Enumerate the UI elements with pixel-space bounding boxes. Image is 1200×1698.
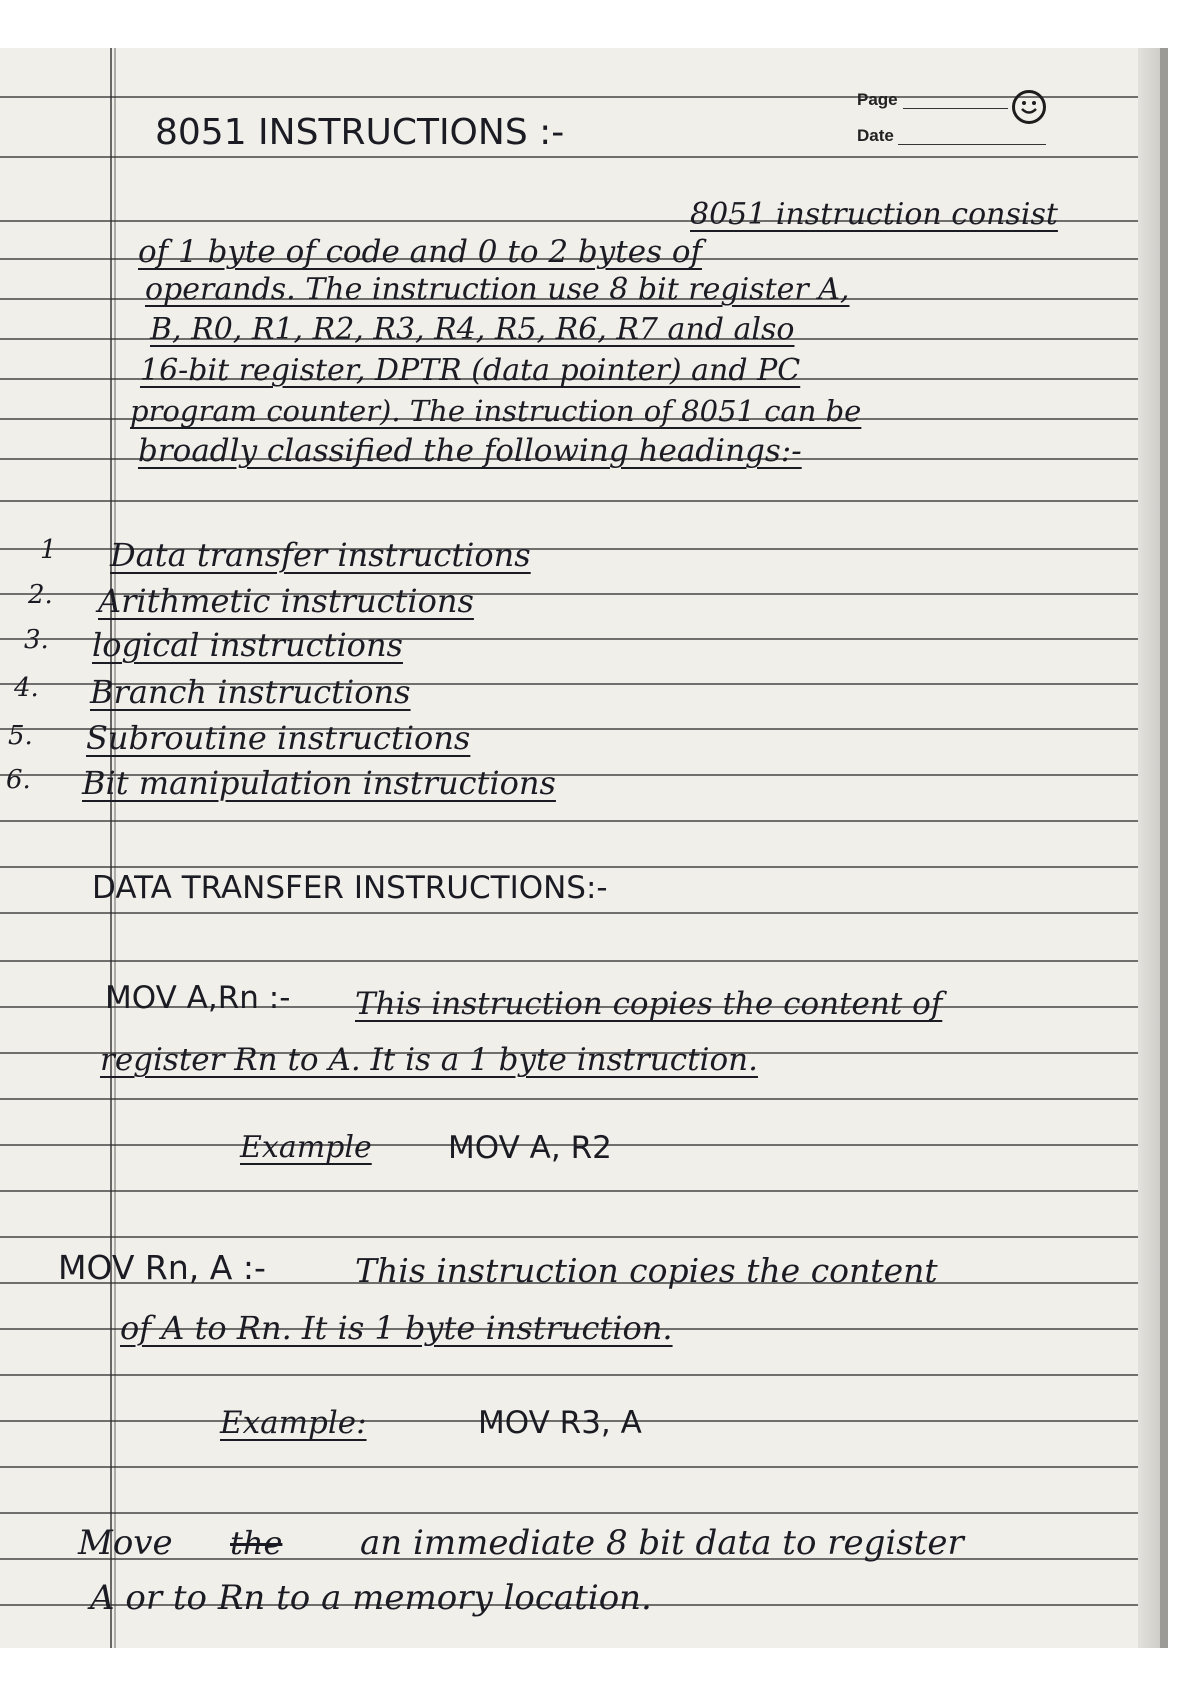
- intro-line: 16-bit register, DPTR (data pointer) and PC: [140, 353, 801, 388]
- page-label: Page: [857, 90, 898, 109]
- ruled-line: [0, 912, 1168, 914]
- page-binding-edge: [1160, 48, 1168, 1648]
- intro-line: operands. The instruction use 8 bit register A,: [145, 272, 850, 307]
- mov-a-rn-label: MOV A,Rn :-: [105, 980, 291, 1016]
- list-item: logical instructions: [92, 626, 403, 664]
- ruled-line: [0, 1512, 1168, 1514]
- list-number: 1: [40, 535, 57, 565]
- mov-rn-a-description: This instruction copies the content: [355, 1251, 938, 1290]
- section-heading: DATA TRANSFER INSTRUCTIONS:-: [92, 870, 608, 906]
- list-item: Subroutine instructions: [86, 719, 471, 757]
- page-number-line: [903, 108, 1008, 109]
- list-number: 2.: [28, 580, 53, 610]
- ruled-line: [0, 1236, 1168, 1238]
- mov-rn-a-description: of A to Rn. It is 1 byte instruction.: [120, 1309, 673, 1347]
- list-number: 6.: [6, 765, 31, 795]
- intro-line: B, R0, R1, R2, R3, R4, R5, R6, R7 and also: [150, 312, 795, 347]
- ruled-line: [0, 1190, 1168, 1192]
- margin-line: [110, 48, 112, 1648]
- example-code: MOV A, R2: [448, 1130, 612, 1166]
- list-number: 4.: [14, 673, 39, 703]
- list-item: Arithmetic instructions: [98, 582, 474, 620]
- mov-rn-a-label: MOV Rn, A :-: [58, 1248, 266, 1287]
- ruled-line: [0, 156, 1168, 158]
- page-title: 8051 INSTRUCTIONS :-: [155, 112, 565, 153]
- ruled-line: [0, 820, 1168, 822]
- example-label: Example:: [220, 1405, 367, 1441]
- list-item: Bit manipulation instructions: [82, 764, 556, 802]
- list-item: Data transfer instructions: [110, 536, 531, 574]
- list-item: Branch instructions: [90, 673, 411, 711]
- ruled-line: [0, 1374, 1168, 1376]
- list-number: 3.: [24, 625, 49, 655]
- ruled-line: [0, 960, 1168, 962]
- ruled-line: [0, 1098, 1168, 1100]
- ruled-line: [0, 500, 1168, 502]
- date-line: [898, 144, 1046, 145]
- move-note-text: an immediate 8 bit data to register: [360, 1523, 964, 1563]
- mov-a-rn-description: This instruction copies the content of: [355, 986, 943, 1022]
- margin-line-shadow: [114, 48, 116, 1648]
- move-note-text: A or to Rn to a memory location.: [90, 1578, 652, 1618]
- move-note-word: Move: [78, 1523, 173, 1563]
- ruled-line: [0, 96, 1168, 98]
- struck-word: the: [230, 1524, 283, 1562]
- date-label: Date: [857, 126, 894, 145]
- example-label: Example: [240, 1130, 372, 1165]
- ruled-line: [0, 1466, 1168, 1468]
- notebook-page: [0, 48, 1168, 1648]
- intro-line: broadly classified the following headings:-: [138, 433, 802, 469]
- example-code: MOV R3, A: [478, 1405, 642, 1441]
- intro-line: 8051 instruction consist: [690, 197, 1058, 232]
- intro-line: of 1 byte of code and 0 to 2 bytes of: [138, 234, 702, 270]
- intro-line: program counter). The instruction of 8051 can be: [130, 394, 862, 428]
- list-number: 5.: [8, 721, 33, 751]
- smiley-icon: [1012, 90, 1046, 124]
- mov-a-rn-description: register Rn to A. It is a 1 byte instruction.: [100, 1042, 758, 1078]
